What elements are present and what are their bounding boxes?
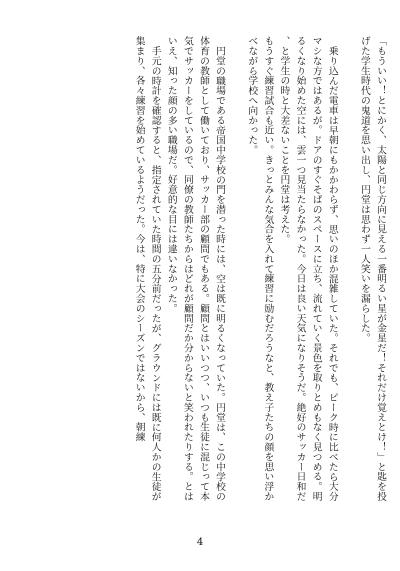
paragraph-gap — [227, 36, 243, 506]
paragraph-ground: 手元の時計を確認すると、指定されていた時間の五分前だったが、グラウンドには既に何人かの生徒が集まり、各々練習を始めているようだった。今は、特に大会のシーズンではないから、朝練 — [133, 36, 161, 502]
paragraph-practice: もうすぐ練習試合も近い。きっとみんな気合を入れて練習に励むだろうなと、教え子たちの顔を思い浮かべながら学校へ向かった。 — [246, 36, 274, 502]
paragraph-dialogue: 「もういい！とにかく、太陽と同じ方向に見える一番明るい星が金星だ！それだけ覚えとけ！」と匙を投げた学生時代の鬼道を思い出し、円堂は思わず一人笑いを漏らした。 — [358, 36, 386, 502]
paragraph-school: 円堂の職場である帝国中学校の門を潜った時には、空は既に明るくなっていた。円堂は、この中学校の体育の教師として働いており、サッカー部の顧問でもある。顧問とはいいつつ、いつも生徒に混じって本気でサッカーをしているので、同僚の教師たちからはどれが顧問だか分からないと笑われたりする。とはいえ、知った顔の多い職場だ。好意的な目には違いなかった。 — [165, 36, 226, 502]
paragraph-train: 乗り込んだ電車は早朝にもかかわらず、思いのほか混雑していた。それでも、ピーク時に比べたら大分マシな方ではあるが。ドアのすぐそばのスペースに立ち、流れていく景色を取りとめもなく見つめる。明るくなり始めた空には、雲一つ見当たらなかった。今日は良い天気になりそうだ。絶好のサッカー日和だ、と学生の時と大差ないことを円堂は考えた。 — [278, 36, 338, 502]
paragraph-gap — [340, 36, 356, 506]
vertical-text-body — [24, 36, 388, 506]
page-number: 4 — [196, 537, 204, 548]
